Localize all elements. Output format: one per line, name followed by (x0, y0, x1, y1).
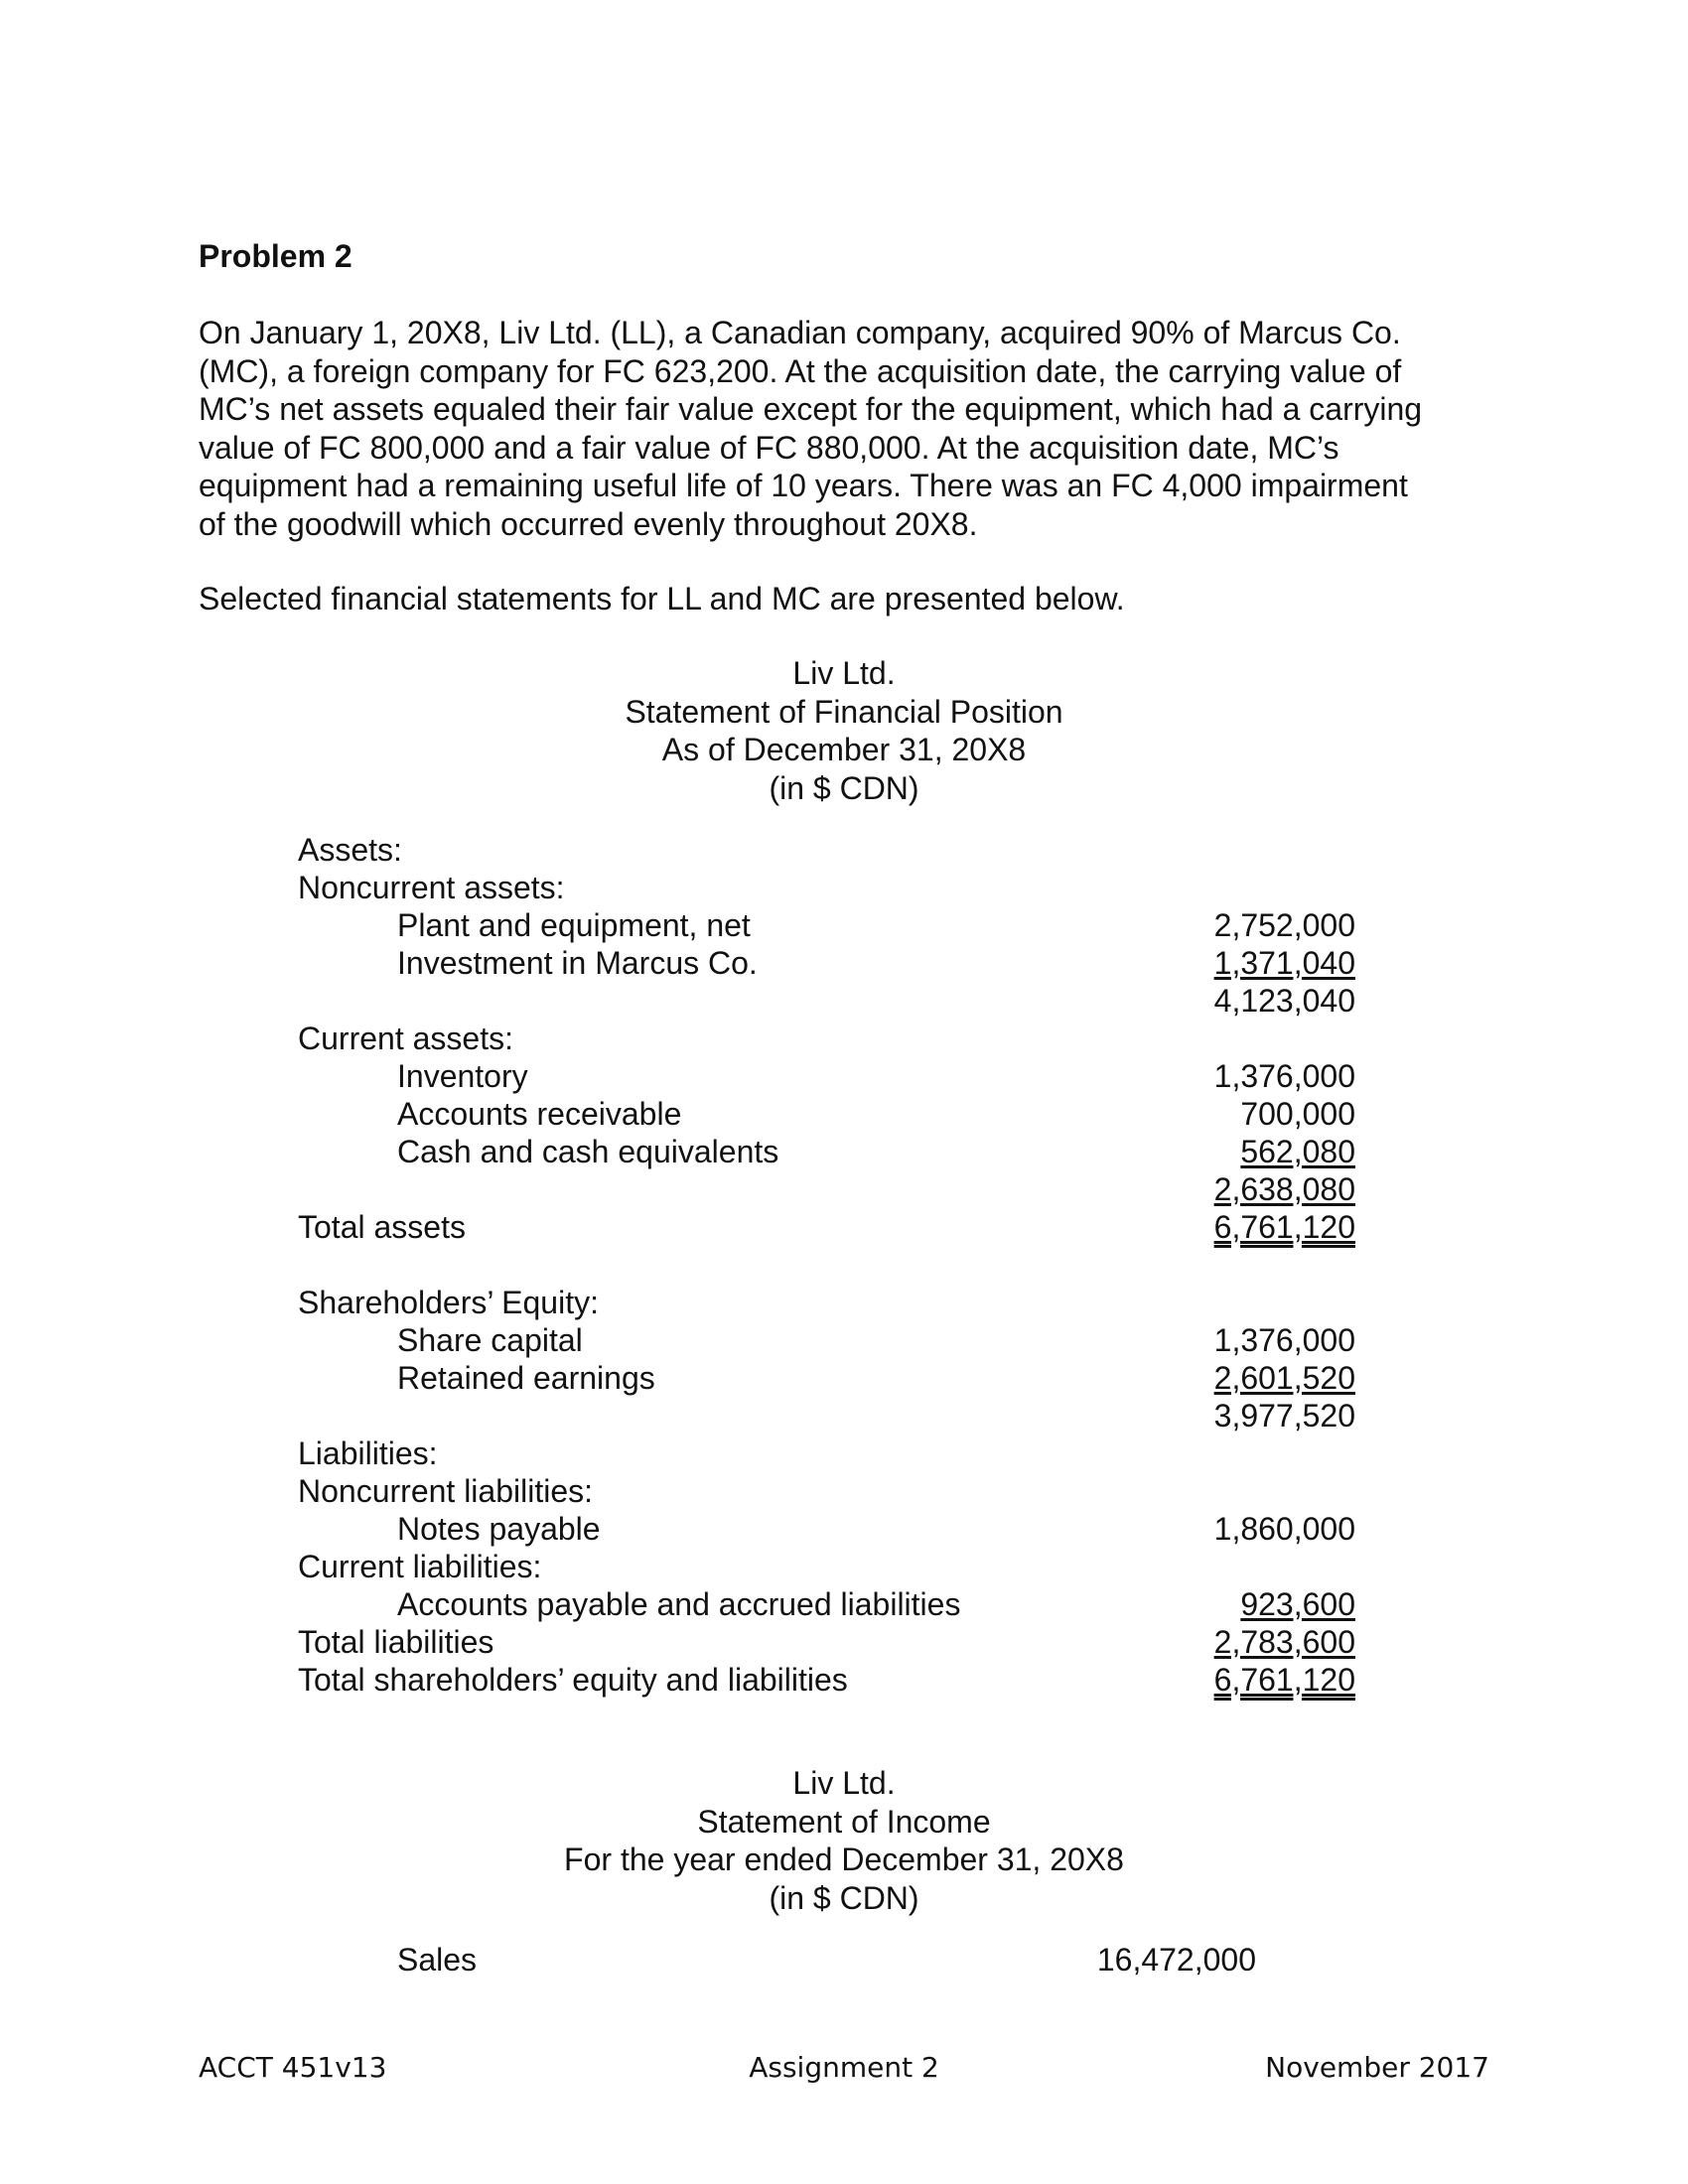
intro-line: On January 1, 20X8, Liv Ltd. (LL), a Canadian company, acquired 90% of Marcus Co. (199, 315, 1401, 350)
sfp-row-current-liabilities-heading (0, 1548, 1688, 1586)
income-heading (0, 1764, 1688, 1917)
sfp-row-retained-earnings (0, 1359, 1688, 1398)
row-label: Noncurrent liabilities: (298, 1473, 594, 1509)
sfp-heading (0, 654, 1688, 807)
sfp-row-total-assets (0, 1208, 1688, 1247)
income-row-sales (0, 1941, 1688, 1979)
footer-date: November 2017 (1265, 2051, 1489, 2084)
row-amount: 2,601,520 (1213, 1360, 1355, 1396)
row-amount: 2,752,000 (1213, 907, 1355, 943)
sfp-row-liabilities-heading (0, 1434, 1688, 1473)
selected-line: Selected financial statements for LL and MC are presented below. (199, 581, 1125, 616)
row-label: Sales (397, 1942, 478, 1978)
row-label: Current assets: (298, 1021, 513, 1056)
sfp-row-current-subtotal (0, 1170, 1688, 1209)
row-label: Accounts payable and accrued liabilities (397, 1586, 961, 1622)
footer-assignment: Assignment 2 (749, 2051, 939, 2084)
problem-title: Problem 2 (199, 238, 352, 274)
row-label: Noncurrent assets: (298, 870, 565, 905)
sfp-row-cash (0, 1133, 1688, 1171)
sfp-row-equity-heading (0, 1284, 1688, 1322)
row-amount: 562,080 (1240, 1134, 1355, 1169)
sfp-row-share-capital (0, 1321, 1688, 1360)
row-label: Total shareholders’ equity and liabilities (298, 1662, 848, 1698)
row-label: Current liabilities: (298, 1549, 542, 1584)
intro-line: value of FC 800,000 and a fair value of FC 880,000. At the acquisition date, MC’s (199, 429, 1339, 466)
sfp-currency: (in $ CDN) (769, 769, 919, 806)
row-amount: 1,376,000 (1213, 1058, 1355, 1094)
row-label: Plant and equipment, net (397, 907, 751, 943)
sfp-row-investment (0, 944, 1688, 983)
row-amount: 3,977,520 (1213, 1398, 1355, 1433)
row-label: Notes payable (397, 1511, 601, 1547)
sfp-row-inventory (0, 1057, 1688, 1096)
row-amount: 1,860,000 (1213, 1511, 1355, 1547)
row-label: Total assets (298, 1209, 466, 1245)
row-label: Investment in Marcus Co. (397, 945, 758, 981)
sfp-row-equity-subtotal (0, 1397, 1688, 1435)
sfp-row-plant-equipment (0, 906, 1688, 945)
intro-line: equipment had a remaining useful life of 10 years. There was an FC 4,000 impairment (199, 468, 1408, 503)
sfp-company: Liv Ltd. (792, 655, 896, 691)
row-label: Share capital (397, 1322, 583, 1358)
intro-line: (MC), a foreign company for FC 623,200. At the acquisition date, the carrying value of (199, 352, 1402, 389)
row-amount: 1,371,040 (1213, 945, 1355, 981)
row-label: Total liabilities (298, 1624, 494, 1660)
sfp-row-total-equity-liabilities (0, 1661, 1688, 1700)
row-amount: 1,376,000 (1213, 1322, 1355, 1358)
income-period: For the year ended December 31, 20X8 (564, 1842, 1124, 1877)
intro-line: MC’s net assets equaled their fair value except for the equipment, which had a carrying (199, 391, 1423, 427)
sfp-row-notes-payable (0, 1510, 1688, 1549)
row-amount: 6,761,120 (1213, 1209, 1355, 1245)
row-amount: 4,123,040 (1213, 983, 1355, 1019)
row-amount: 16,472,000 (1096, 1942, 1256, 1978)
row-amount: 923,600 (1240, 1586, 1355, 1622)
row-label: Accounts receivable (397, 1096, 682, 1132)
sfp-row-noncurrent-assets-heading (0, 869, 1688, 907)
row-amount: 2,783,600 (1213, 1624, 1355, 1660)
sfp-row-noncurrent-subtotal (0, 982, 1688, 1021)
row-amount: 700,000 (1240, 1096, 1355, 1132)
sfp-row-noncurrent-liabilities-heading (0, 1472, 1688, 1511)
row-label: Shareholders’ Equity: (298, 1285, 599, 1320)
row-label: Assets: (298, 832, 402, 868)
sfp-row-assets-heading (0, 831, 1688, 870)
row-label: Inventory (397, 1058, 528, 1094)
sfp-row-total-liabilities (0, 1623, 1688, 1662)
row-amount: 6,761,120 (1213, 1662, 1355, 1698)
row-label: Liabilities: (298, 1435, 438, 1471)
sfp-date: As of December 31, 20X8 (661, 732, 1027, 767)
sfp-title: Statement of Financial Position (625, 693, 1063, 730)
intro-line: of the goodwill which occurred evenly throughout 20X8. (199, 505, 978, 542)
row-label: Cash and cash equivalents (397, 1134, 779, 1169)
intro-paragraph (199, 314, 1519, 543)
footer-course: ACCT 451v13 (199, 2051, 387, 2084)
income-currency: (in $ CDN) (769, 1879, 919, 1916)
income-company: Liv Ltd. (792, 1765, 896, 1801)
sfp-row-current-assets-heading (0, 1020, 1688, 1058)
selected-statements-note (199, 580, 1519, 618)
sfp-row-accounts-receivable (0, 1095, 1688, 1134)
sfp-row-accounts-payable (0, 1585, 1688, 1624)
row-label: Retained earnings (397, 1360, 655, 1396)
income-title: Statement of Income (697, 1803, 991, 1840)
row-amount: 2,638,080 (1213, 1171, 1355, 1207)
